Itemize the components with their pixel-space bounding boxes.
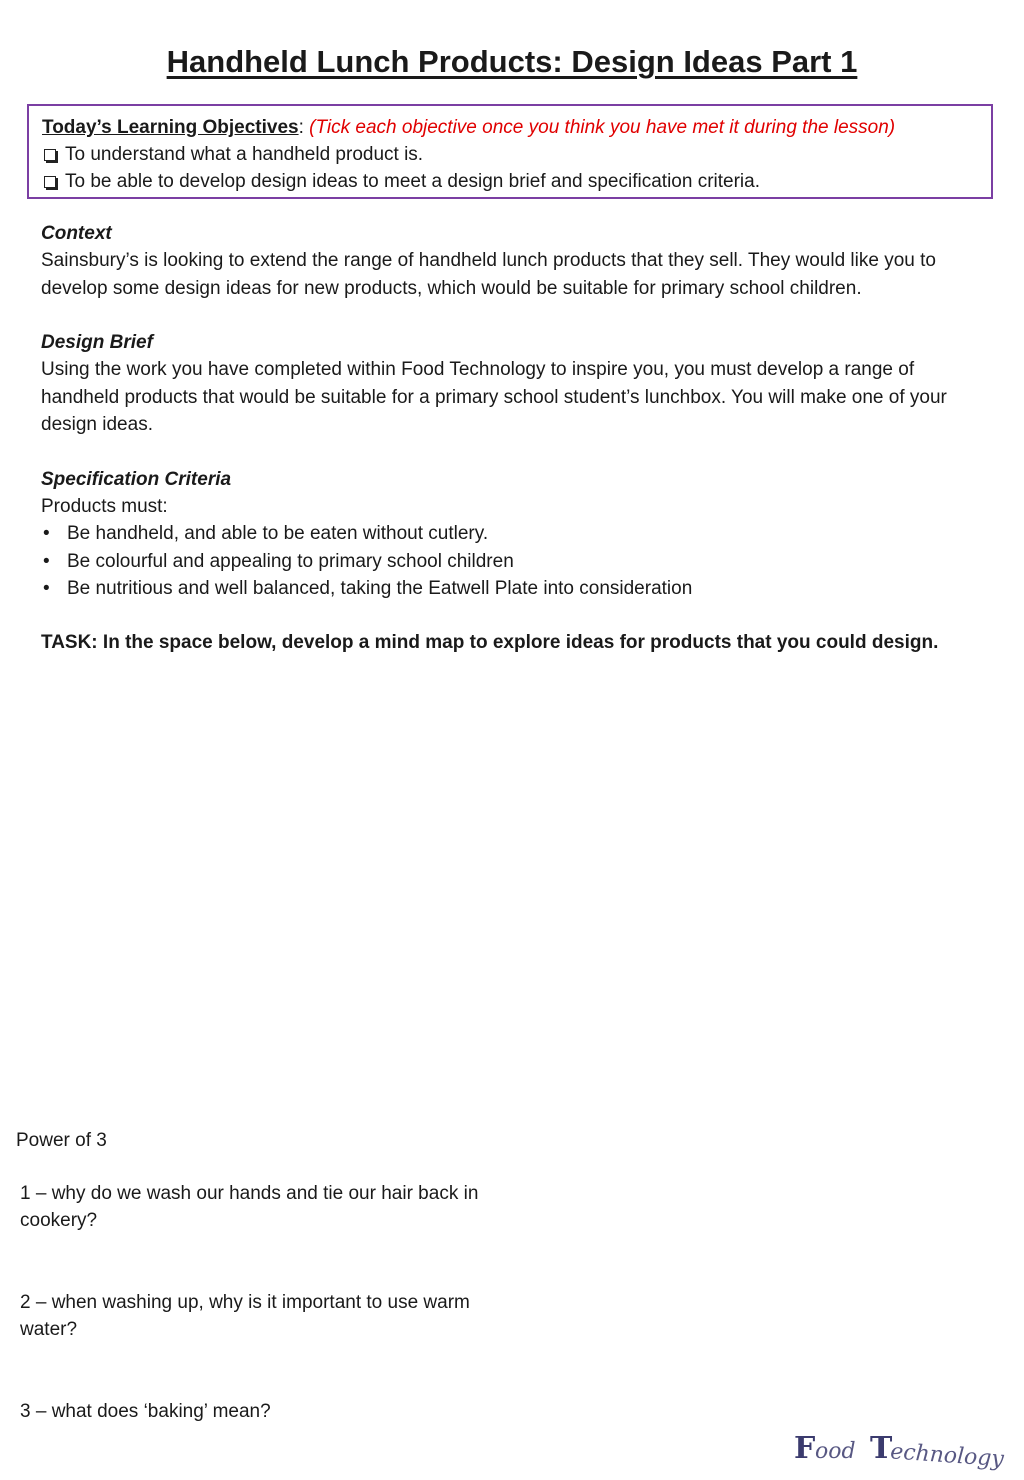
objective-item <box>42 168 991 195</box>
question-2: 2 – when washing up, why is it important to use warm water? <box>20 1292 470 1341</box>
task-instruction: TASK: In the space below, develop a mind map to explore ideas for products that you could design. <box>41 632 939 654</box>
svg-text:F: F <box>794 1431 816 1466</box>
svg-text:ood: ood <box>815 1439 856 1464</box>
specification-list <box>41 520 991 602</box>
page-title: Handheld Lunch Products: Design Ideas Part 1 <box>166 44 858 79</box>
specification-item: • Be colourful and appealing to primary school children <box>41 548 991 575</box>
specification-item: • Be nutritious and well balanced, taking the Eatwell Plate into consideration <box>41 575 991 602</box>
food-technology-logo-graphic <box>794 1424 1014 1474</box>
context-heading: Context <box>41 223 112 244</box>
specification-heading: Specification Criteria <box>41 468 232 490</box>
question-3: 3 – what does ‘baking’ mean? <box>20 1401 271 1422</box>
objective-item <box>42 141 991 168</box>
objectives-colon: : <box>298 117 310 138</box>
design-brief-heading: Design Brief <box>41 332 153 354</box>
power-of-3-heading: Power of 3 <box>16 1130 107 1151</box>
objectives-hint: (Tick each objective once you think you have met it during the lesson) <box>309 117 896 138</box>
food-technology-logo <box>794 1424 1014 1474</box>
checkbox-icon[interactable] <box>44 149 56 161</box>
brief-content <box>41 220 991 657</box>
svg-text:echnology: echnology <box>889 1439 1005 1473</box>
objective-text: To be able to develop design ideas to meet a design brief and specification criteria. <box>65 171 760 192</box>
checkbox-icon[interactable] <box>44 176 56 188</box>
objective-text: To understand what a handheld product is. <box>65 144 424 165</box>
context-text: Sainsbury’s is looking to extend the range of handheld lunch products that they sell. They would like you to develop some design ideas for new products, which would be suitable for primary school children. <box>41 250 936 299</box>
question-1: 1 – why do we wash our hands and tie our hair back in cookery? <box>20 1183 479 1232</box>
specification-item: • Be handheld, and able to be eaten without cutlery. <box>41 520 991 547</box>
learning-objectives-box <box>27 104 993 199</box>
svg-text:T: T <box>870 1431 893 1466</box>
objectives-heading: Today’s Learning Objectives <box>42 117 299 138</box>
specification-intro: Products must: <box>41 495 168 517</box>
design-brief-text: Using the work you have completed within Food Technology to inspire you, you must develop a range of handheld products that would be suitable for a primary school student’s lunchbox. You will make one of your design ideas. <box>41 359 947 436</box>
objectives-heading-line <box>42 114 991 141</box>
